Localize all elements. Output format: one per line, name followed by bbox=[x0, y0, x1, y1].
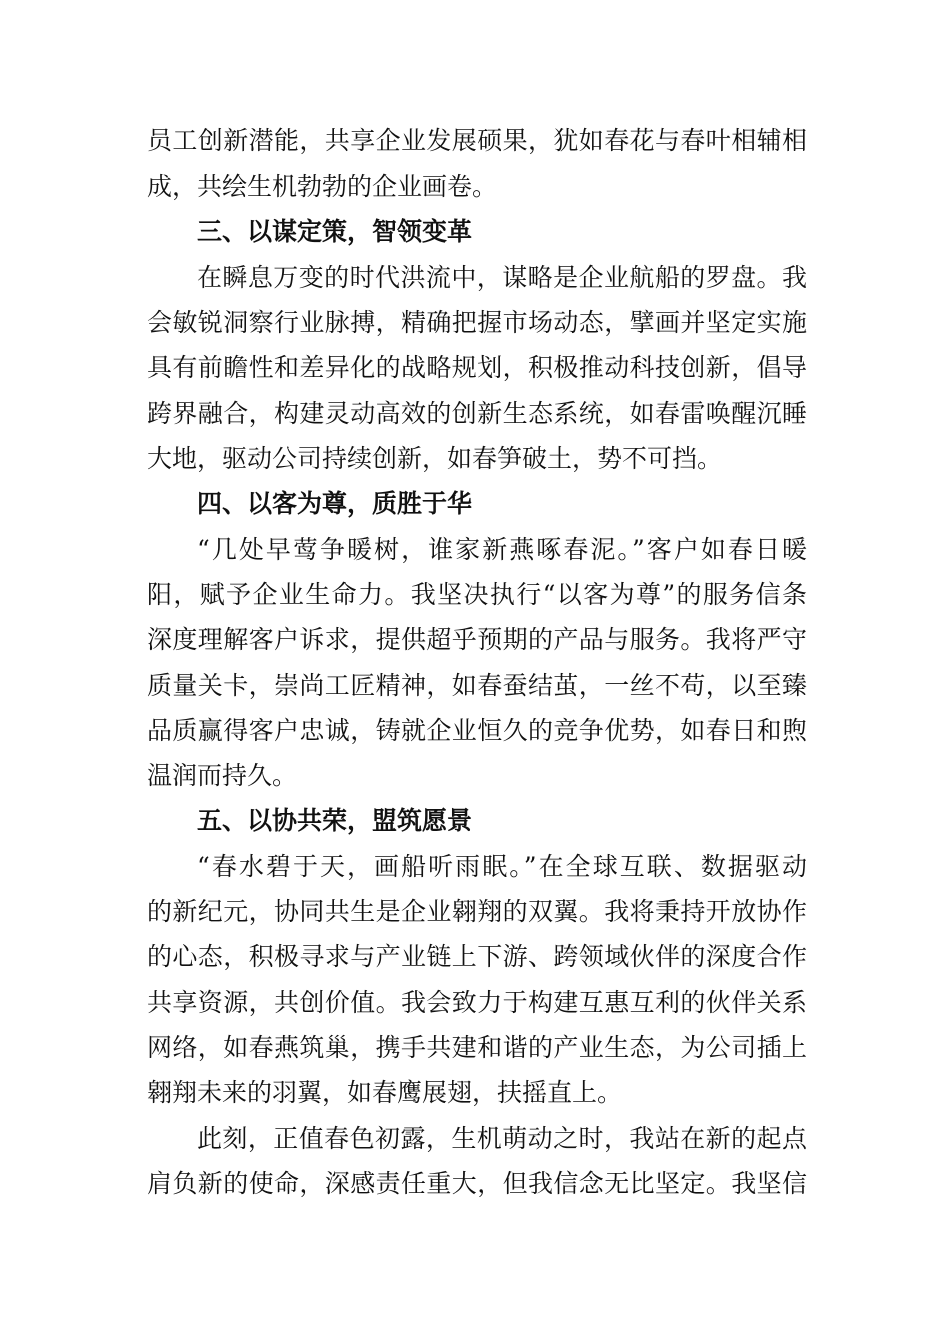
text-line: 员工创新潜能，共享企业发展硕果，犹如春花与春叶相辅相 bbox=[147, 126, 807, 155]
text-line: 大地，驱动公司持续创新，如春笋破土，势不可挡。 bbox=[147, 444, 723, 473]
text-line: 深度理解客户诉求，提供超乎预期的产品与服务。我将严守 bbox=[147, 625, 807, 654]
text-line: 成，共绘生机勃勃的企业画卷。 bbox=[147, 172, 498, 201]
text-line: 具有前瞻性和差异化的战略规划，积极推动科技创新，倡导 bbox=[147, 353, 807, 382]
section-heading: 三、以谋定策，智领变革 bbox=[197, 217, 473, 246]
text-line: 翱翔未来的羽翼，如春鹰展翅，扶摇直上。 bbox=[147, 1078, 623, 1107]
section-heading: 五、以协共荣，盟筑愿景 bbox=[197, 806, 473, 835]
text-line: 肩负新的使命，深感责任重大，但我信念无比坚定。我坚信 bbox=[147, 1169, 807, 1198]
text-line: 质量关卡，崇尚工匠精神，如春蚕结茧，一丝不苟，以至臻 bbox=[147, 671, 807, 700]
text-line: 会敏锐洞察行业脉搏，精确把握市场动态，擘画并坚定实施 bbox=[147, 308, 807, 337]
text-line: 的心态，积极寻求与产业链上下游、跨领域伙伴的深度合作 bbox=[147, 942, 807, 971]
text-line: 在瞬息万变的时代洪流中，谋略是企业航船的罗盘。我 bbox=[197, 263, 807, 292]
text-line: 温润而持久。 bbox=[147, 761, 298, 790]
text-line: 的新纪元，协同共生是企业翱翔的双翼。我将秉持开放协作 bbox=[147, 897, 807, 926]
text-line: 阳，赋予企业生命力。我坚决执行“以客为尊”的服务信条 bbox=[147, 580, 807, 609]
text-line: 品质赢得客户忠诚，铸就企业恒久的竞争优势，如春日和煦 bbox=[147, 716, 807, 745]
text-line: 共享资源，共创价值。我会致力于构建互惠互利的伙伴关系 bbox=[147, 988, 807, 1017]
section-heading: 四、以客为尊，质胜于华 bbox=[197, 489, 473, 518]
text-line: 此刻，正值春色初露，生机萌动之时，我站在新的起点 bbox=[197, 1124, 807, 1153]
text-line: “春水碧于天，画船听雨眠。”在全球互联、数据驱动 bbox=[197, 852, 807, 881]
text-line: 网络，如春燕筑巢，携手共建和谐的产业生态，为公司插上 bbox=[147, 1033, 807, 1062]
text-line: “几处早莺争暖树，谁家新燕啄春泥。”客户如春日暖 bbox=[197, 535, 807, 564]
text-line: 跨界融合，构建灵动高效的创新生态系统，如春雷唤醒沉睡 bbox=[147, 399, 807, 428]
